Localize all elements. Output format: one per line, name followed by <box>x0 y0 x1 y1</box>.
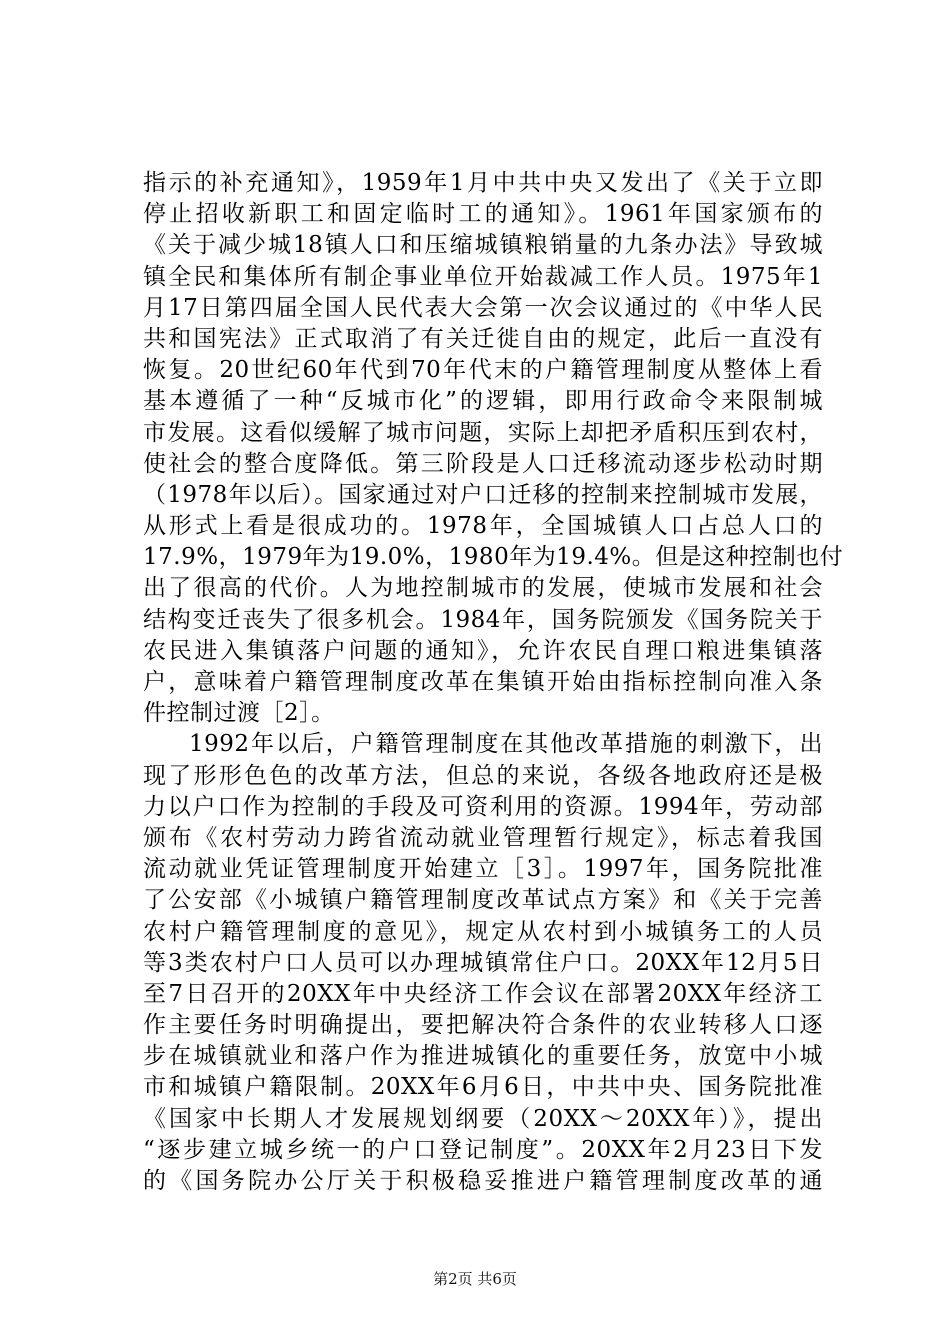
page-number-label: 第2页 共6页 <box>433 1270 517 1288</box>
text-line: （1978年以后）。国家通过对户口迁移的控制来控制城市发展， <box>143 481 823 508</box>
body-text <box>143 168 844 1197</box>
text-line: 基本遵循了一种“反城市化”的逻辑，即用行政命令来限制城 <box>143 388 823 415</box>
paragraph-1 <box>143 168 844 729</box>
text-line: 市和城镇户籍限制。20XX年6月6日，中共中央、国务院批准 <box>143 1074 823 1101</box>
text-line: 月17日第四届全国人民代表大会第一次会议通过的《中华人民 <box>143 294 823 321</box>
text-line: 从形式上看是很成功的。1978年，全国城镇人口占总人口的 <box>143 513 823 540</box>
paragraph-2 <box>143 729 823 1197</box>
text-line: “逐步建立城乡统一的户口登记制度”。20XX年2月23日下发 <box>143 1136 823 1163</box>
text-line: 使社会的整合度降低。第三阶段是人口迁移流动逐步松动时期 <box>143 450 823 477</box>
text-line: 停止招收新职工和固定临时工的通知》。1961年国家颁布的 <box>143 201 823 228</box>
text-line: 流动就业凭证管理制度开始建立［3］。1997年，国务院批准 <box>143 856 823 883</box>
text-line: 步在城镇就业和落户作为推进城镇化的重要任务，放宽中小城 <box>143 1043 823 1070</box>
text-line: 颁布《农村劳动力跨省流动就业管理暂行规定》，标志着我国 <box>143 824 823 851</box>
text-line: 了公安部《小城镇户籍管理制度改革试点方案》和《关于完善 <box>143 887 823 914</box>
text-line: 《关于减少城18镇人口和压缩城镇粮销量的九条办法》导致城 <box>143 232 823 259</box>
text-line: 现了形形色色的改革方法，但总的来说，各级各地政府还是极 <box>143 762 823 789</box>
text-line: 镇全民和集体所有制企事业单位开始裁减工作人员。1975年1 <box>143 263 823 290</box>
page-footer <box>0 1268 950 1289</box>
text-line: 力以户口作为控制的手段及可资利用的资源。1994年，劳动部 <box>143 793 823 820</box>
text-line: 农民进入集镇落户问题的通知》，允许农民自理口粮进集镇落 <box>143 637 823 664</box>
text-line: 市发展。这看似缓解了城市问题，实际上却把矛盾积压到农村， <box>143 419 823 446</box>
text-line: 17.9%，1979年为19.0%，1980年为19.4%。但是这种控制也付 <box>143 544 844 571</box>
text-line: 1992年以后，户籍管理制度在其他改革措施的刺激下，出 <box>189 731 823 758</box>
text-line: 指示的补充通知》，1959年1月中共中央又发出了《关于立即 <box>143 170 823 196</box>
text-line: 户，意味着户籍管理制度改革在集镇开始由指标控制向准入条 <box>143 669 823 695</box>
text-line: 结构变迁丧失了很多机会。1984年，国务院颁发《国务院关于 <box>143 606 823 633</box>
text-line: 出了很高的代价。人为地控制城市的发展，使城市发展和社会 <box>143 575 823 602</box>
text-line: 的《国务院办公厅关于积极稳妥推进户籍管理制度改革的通 <box>143 1168 823 1194</box>
text-line: 至7日召开的20XX年中央经济工作会议在部署20XX年经济工 <box>143 980 823 1007</box>
text-line: 共和国宪法》正式取消了有关迁徙自由的规定，此后一直没有 <box>143 325 823 352</box>
text-line: 件控制过渡［2］。 <box>143 700 335 727</box>
text-line: 恢复。20世纪60年代到70年代末的户籍管理制度从整体上看 <box>143 357 823 384</box>
text-line: 农村户籍管理制度的意见》，规定从农村到小城镇务工的人员 <box>143 918 823 945</box>
text-line: 《国家中长期人才发展规划纲要（20XX～20XX年）》，提出 <box>143 1105 823 1132</box>
text-line: 等3类农村户口人员可以办理城镇常住户口。20XX年12月5日 <box>143 949 823 976</box>
text-line: 作主要任务时明确提出，要把解决符合条件的农业转移人口逐 <box>143 1012 823 1039</box>
